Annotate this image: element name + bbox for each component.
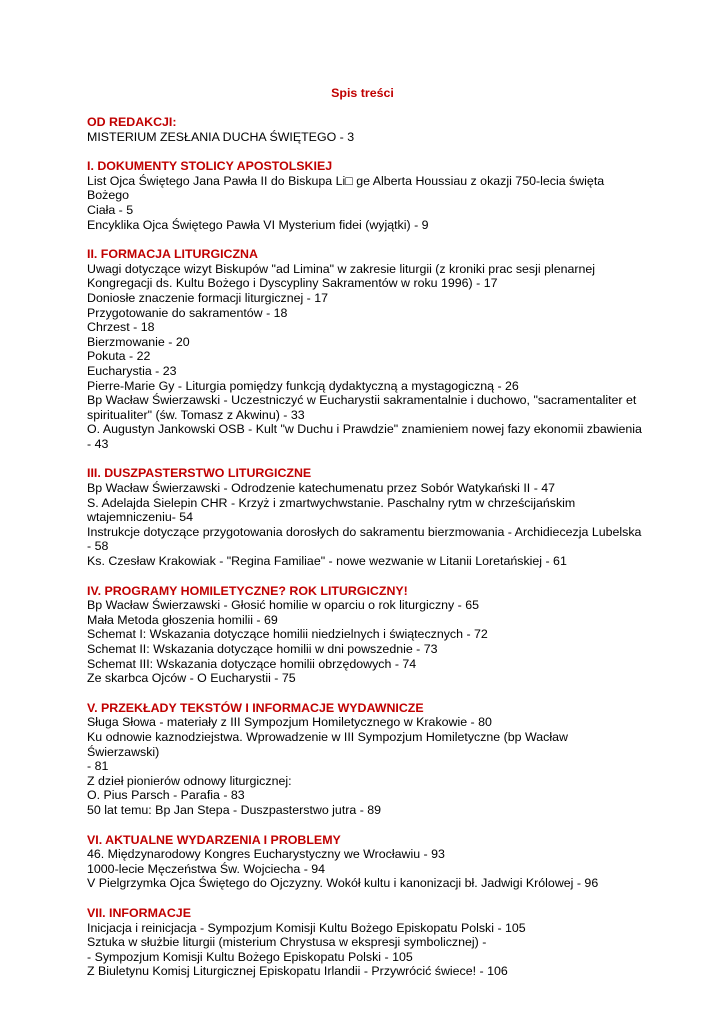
toc-entry-line: Mała Metoda głoszenia homilii - 69 [87,612,278,627]
toc-entry-line: Bp Wacław Świerzawski - Uczestniczyć w Eucharystii sakramentalnie i duchowo, "sacramentaliter et [87,393,637,408]
toc-entry-line: Pierre-Marie Gy - Liturgia pomiędzy funkcją dydaktyczną a mystagogiczną - 26 [87,378,519,393]
toc-entry-line: Schemat II: Wskazania dotyczące homilii w dni powszednie - 73 [87,642,438,656]
table-of-contents [87,115,643,994]
toc-entry-line: Inicjacja i reinicjacja - Sympozjum Komisji Kultu Bożego Episkopatu Polski - 105 [87,920,526,935]
toc-entry-line: Instrukcje dotyczące przygotowania dorosłych do sakramentu bierzmowania - Archidiecezja Lubelska [87,524,642,539]
toc-entry-line: - 43 [87,436,109,451]
toc-entry-line: - 58 [87,539,109,554]
toc-entry-line: 1000-lecie Męczeństwa Św. Wojciecha - 94 [87,861,326,876]
toc-entry-line: Ze skarbca Ojców - O Eucharystii - 75 [87,671,296,686]
section-heading: VII. INFORMACJE [87,905,191,920]
toc-entry-line: O. Pius Parsch - Parafia - 83 [87,788,245,803]
toc-entry-line: spirituaIiter" (św. Tomasz z Akwinu) - 33 [87,407,305,422]
toc-entry-line: Bp Wacław Świerzawski - Odrodzenie katechumenatu przez Sobór Watykański II - 47 [87,481,556,496]
toc-entry-line: Schemat I: Wskazania dotyczące homilii niedzielnych i świątecznych - 72 [87,627,488,642]
toc-entry-line: Uwagi dotyczące wizyt Biskupów "ad Limina" w zakresie liturgii (z kroniki prac sesji plenarnej [87,261,596,276]
toc-entry-line: 50 lat temu: Bp Jan Stepa - Duszpasterstwo jutra - 89 [87,802,382,817]
toc-entry-line: Z dzieł pionierów odnowy liturgicznej: [87,773,292,788]
section-heading: V. PRZEKŁADY TEKSTÓW I INFORMACJE WYDAWNICZE [87,700,424,715]
toc-entry-line: Schemat III: Wskazania dotyczące homilii obrzędowych - 74 [87,656,417,671]
toc-entry-line: wtajemniczeniu- 54 [87,510,194,525]
toc-entry-line: Encyklika Ojca Świętego Pawła VI Mysterium fidei (wyjątki) - 9 [87,217,429,232]
section-heading: II. FORMACJA LITURGICZNA [87,247,258,262]
toc-entry-line: Sługa Słowa - materiały z III Sympozjum Homiletycznego w Krakowie - 80 [87,715,492,730]
toc-entry-line: S. Adelajda Sielepin CHR - Krzyż i zmartwychwstanie. Paschalny rytm w chrześcijańskim [87,495,576,510]
toc-section [87,247,643,451]
toc-entry-line: MISTERIUM ZESŁANIA DUCHA ŚWIĘTEGO - 3 [87,129,355,144]
toc-entry-line: Chrzest - 18 [87,320,155,335]
section-heading: I. DOKUMENTY STOLICY APOSTOLSKIEJ [87,159,333,174]
toc-entry-line: O. Augustyn Jankowski OSB - Kult "w Duchu i Prawdzie" znamieniem nowej fazy ekonomii zbawienia [87,422,642,437]
toc-entry-line: Przygotowanie do sakramentów - 18 [87,305,288,320]
toc-entry-line: Kongregacji ds. Kultu Bożego i Dyscypliny Sakramentów w roku 1996) - 17 [87,276,498,291]
toc-entry-line: Ku odnowie kaznodziejstwa. Wprowadzenie w III Sympozjum Homiletyczne (bp Wacław Świerzawski) [87,729,568,759]
toc-entry-line: Sztuka w służbie liturgii (misterium Chrystusa w ekspresji symbolicznej) - [87,935,487,950]
toc-entry-line: Bierzmowanie - 20 [87,334,190,349]
section-heading: OD REDAKCJI: [87,115,177,129]
toc-section [87,584,643,686]
toc-entry-line: - Sympozjum Komisji Kultu Bożego Episkopatu Polski - 105 [87,949,413,964]
section-heading: VI. AKTUALNE WYDARZENIA I PROBLEMY [87,832,341,847]
toc-entry-line: Pokuta - 22 [87,349,151,364]
toc-section [87,466,643,568]
toc-section [87,833,643,891]
toc-section [87,701,643,818]
toc-entry-line: Doniosłe znaczenie formacji liturgicznej - 17 [87,290,329,305]
toc-entry-line: Ks. Czesław Krakowiak - "Regina Familiae" - nowe wezwanie w Litanii Loretańskiej - 61 [87,554,567,569]
toc-section [87,906,643,979]
toc-section [87,159,643,232]
toc-entry-line: Ciała - 5 [87,202,134,217]
toc-entry-line: Eucharystia - 23 [87,363,177,378]
toc-section [87,115,643,144]
section-heading: IV. PROGRAMY HOMILETYCZNE? ROK LITURGICZNY! [87,583,408,598]
toc-entry-line: Bp Wacław Świerzawski - Głosić homilie w oparciu o rok liturgiczny - 65 [87,598,480,613]
page-title: Spis treści [331,86,394,100]
toc-entry-line: List Ojca Świętego Jana Pawła II do Biskupa Li□ ge Alberta Houssiau z okazji 750-lecia święta Bożego [87,173,605,203]
toc-entry-line: - 81 [87,759,109,774]
toc-entry-line: Z Biuletynu Komisj Liturgicznej Episkopatu Irlandii - Przywrócić świece! - 106 [87,964,508,979]
toc-entry-line: 46. Międzynarodowy Kongres Eucharystyczny we Wrocławiu - 93 [87,847,445,862]
toc-entry-line: V Pielgrzymka Ojca Świętego do Ojczyzny. Wokół kultu i kanonizacji bł. Jadwigi Królowej - 96 [87,876,599,891]
section-heading: III. DUSZPASTERSTWO LITURGICZNE [87,466,312,481]
